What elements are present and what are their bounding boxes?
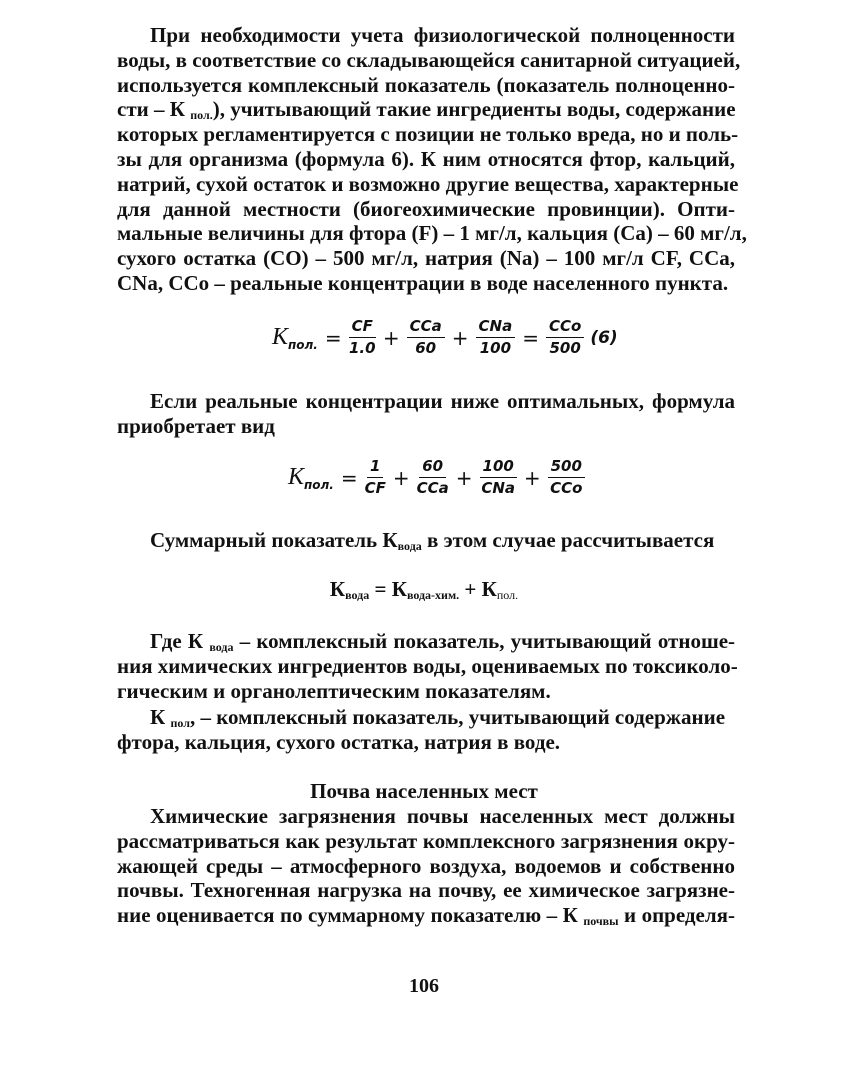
paragraph-k-water-definition	[117, 629, 738, 703]
formula-k-sub: пол.	[287, 337, 318, 352]
formula-k-sub: пол.	[303, 477, 334, 492]
paragraph-formula-intro	[117, 389, 735, 439]
text-line: Где К $_{вода}$ – комплексный показатель, учитывающий отноше-	[150, 629, 736, 654]
text-line: используется комплексный показатель (показатель полноценно-	[117, 72, 735, 97]
equals-sign: =	[340, 465, 358, 490]
plus-sign: +	[451, 325, 469, 350]
text-line: Химические загрязнения почвы населенных мест должны	[150, 804, 735, 828]
formula-water-total: $К_{вода} = К_{вода-хим.} + К_{пол.}$	[329, 577, 519, 602]
text-line: сти – К $_{пол.}$), учитывающий такие ингредиенты воды, содержание	[117, 97, 736, 123]
text-line: К $_{пол}$, – комплексный показатель, учитывающий содержание	[150, 705, 726, 730]
fraction: $\frac{CF}{1.0}$	[348, 317, 376, 357]
plus-sign: +	[523, 465, 541, 490]
paragraph-soil	[117, 804, 735, 928]
paragraph-summary-index	[117, 528, 735, 553]
formula-k: К	[288, 464, 304, 490]
text-line: При необходимости учета физиологической полноценности	[150, 23, 735, 47]
fraction: $\frac{\text{CNa}}{100}$	[476, 318, 516, 357]
text-line: Если реальные концентрации ниже оптимальных, формула	[150, 389, 735, 413]
fraction: $\frac{500}{\text{CCo}}$	[548, 458, 585, 497]
fraction: $\frac{60}{\text{CCa}}$	[416, 457, 449, 497]
formula-k: К	[272, 324, 288, 350]
section-heading: Почва населенных мест	[310, 779, 538, 803]
text-line: натрий, сухой остаток и возможно другие вещества, характерные	[117, 171, 739, 196]
text-line: почвы. Техногенная нагрузка на почву, ее химическое загрязне-	[117, 878, 735, 903]
paragraph-k-pol-definition	[117, 705, 735, 755]
text-line: Суммарный показатель $К_{вода}$ в этом случае рассчитывается	[150, 528, 715, 553]
text-line: фтора, кальция, сухого остатка, натрия в воде.	[117, 729, 561, 754]
text-line: гическим и органолептическим показателям.	[117, 678, 551, 703]
text-line: которых регламентируется с позиции не только вреда, но и поль-	[117, 122, 739, 147]
plus-sign: +	[392, 465, 410, 490]
equals-sign: =	[324, 325, 342, 350]
plus-sign: +	[382, 325, 400, 350]
text-line: сухого остатка (CO) – 500 мг/л, натрия (Na) – 100 мг/л CF, CCa,	[117, 246, 735, 271]
page-number: 106	[409, 975, 439, 997]
text-line: зы для организма (формула 6). К ним относятся фтор, кальций,	[117, 146, 735, 171]
fraction: $\frac{\text{CCa}}{60}$	[407, 318, 445, 357]
fraction: $\frac{100}{\text{CNa}}$	[481, 457, 516, 497]
formula-number: (6)	[590, 327, 618, 348]
paragraph-water-completeness	[117, 23, 747, 296]
text-line: CNa, CCo – реальные концентрации в воде населенного пункта.	[117, 270, 729, 295]
text-line: рассматриваться как результат комплексного загрязнения окру-	[117, 828, 735, 853]
text-line: для данной местности (биогеохимические провинции). Опти-	[117, 196, 735, 221]
equals-sign: =	[522, 325, 539, 350]
text-line: ние оценивается по суммарному показателю – К $_{почвы}$ и определя-	[117, 903, 735, 929]
text-line: жающей среды – атмосферного воздуха, водоемов и собственно	[117, 853, 735, 878]
formula-low-concentration	[288, 458, 589, 497]
plus-sign: +	[455, 465, 473, 490]
text-line: мальные величины для фтора (F) – 1 мг/л, кальция (Ca) – 60 мг/л,	[117, 221, 747, 246]
fraction: $\frac{\text{CCo}}{500}$	[546, 318, 584, 357]
formula-6	[272, 318, 618, 357]
fraction: $\frac{1}{CF}$	[364, 457, 386, 497]
text-line: приобретает вид	[117, 413, 275, 438]
text-line: воды, в соответствие со складывающейся санитарной ситуацией,	[117, 47, 741, 72]
text-line: ния химических ингредиентов воды, оцениваемых по токсиколо-	[117, 653, 738, 678]
